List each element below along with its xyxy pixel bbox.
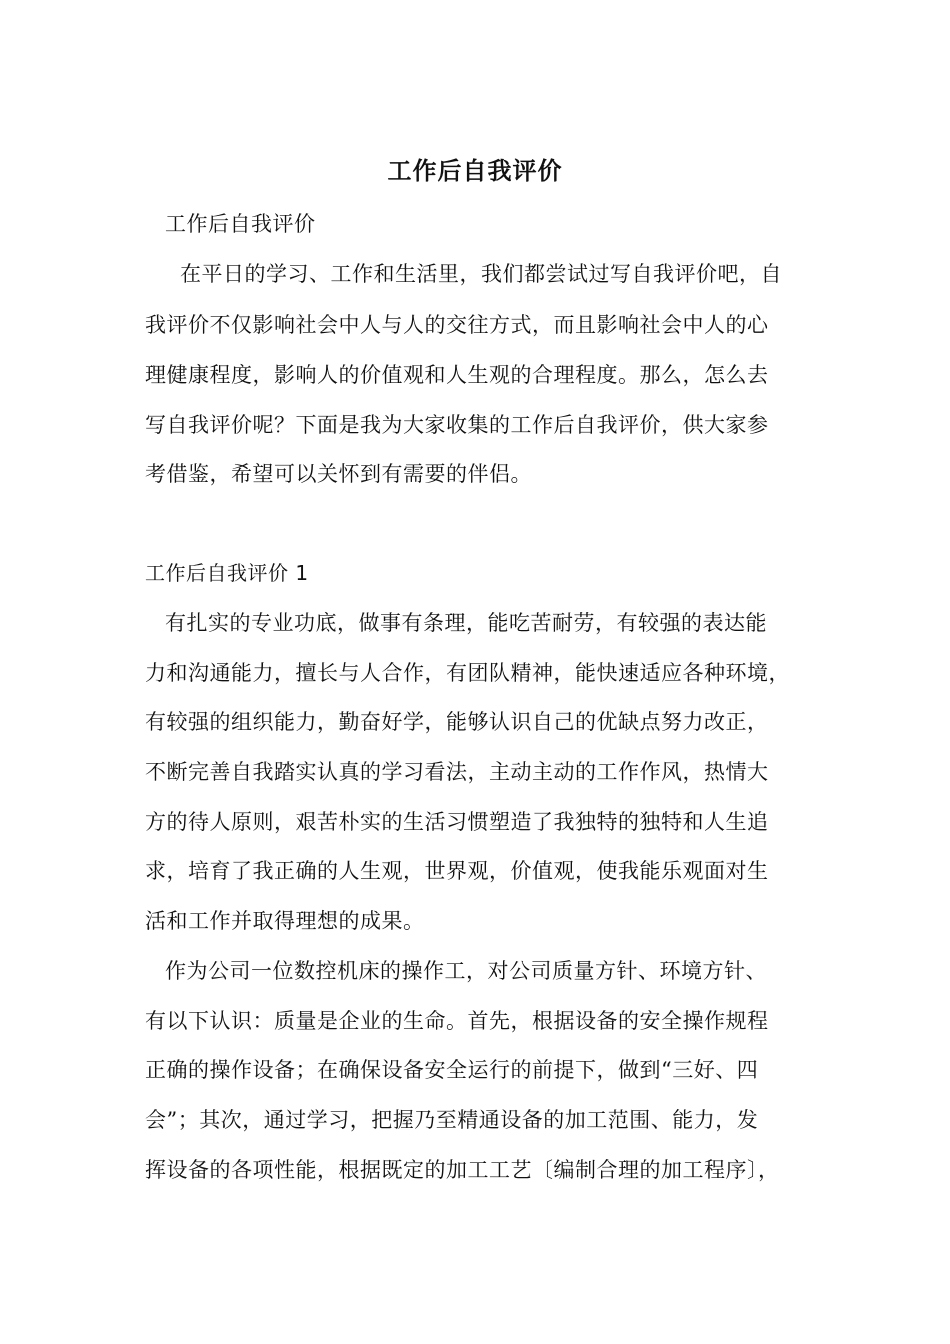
paragraph-line: 有扎实的专业功底，做事有条理，能吃苦耐劳，有较强的表达能 — [165, 611, 767, 635]
intro-line: 考借鉴，希望可以关怀到有需要的伴侣。 — [145, 462, 532, 486]
paragraph-line: 不断完善自我踏实认真的学习看法，主动主动的工作作风，热情大 — [145, 760, 769, 784]
paragraph-line: 力和沟通能力，擅长与人合作，有团队精神，能快速适应各种环境， — [145, 661, 790, 685]
section-heading: 工作后自我评价 1 — [145, 561, 309, 585]
paragraph-line: 挥设备的各项性能，根据既定的加工工艺〔编制合理的加工程序〕， — [145, 1158, 780, 1182]
intro-heading: 工作后自我评价 — [165, 212, 316, 236]
intro-line: 我评价不仅影响社会中人与人的交往方式，而且影响社会中人的心 — [145, 313, 769, 337]
paragraph-line: 正确的操作设备；在确保设备安全运行的前提下，做到“三好、四 — [145, 1058, 759, 1082]
intro-line: 在平日的学习、工作和生活里，我们都尝试过写自我评价吧，自 — [180, 262, 782, 286]
paragraph-line: 作为公司一位数控机床的操作工，对公司质量方针、环境方针、 — [165, 959, 767, 983]
paragraph-line: 有较强的组织能力，勤奋好学，能够认识自己的优缺点努力改正， — [145, 710, 769, 734]
intro-line: 理健康程度，影响人的价值观和人生观的合理程度。那么，怎么去 — [145, 363, 769, 387]
intro-line: 写自我评价呢？下面是我为大家收集的工作后自我评价，供大家参 — [145, 413, 769, 437]
document-title: 工作后自我评价 — [387, 156, 563, 185]
paragraph-line: 方的待人原则，艰苦朴实的生活习惯塑造了我独特的独特和人生追 — [145, 810, 769, 834]
paragraph-line: 活和工作并取得理想的成果。 — [145, 909, 425, 933]
paragraph-line: 会”；其次，通过学习，把握乃至精通设备的加工范围、能力，发 — [145, 1108, 759, 1132]
paragraph-line: 求，培育了我正确的人生观，世界观，价值观，使我能乐观面对生 — [145, 859, 769, 883]
paragraph-line: 有以下认识：质量是企业的生命。首先，根据设备的安全操作规程 — [145, 1009, 769, 1033]
